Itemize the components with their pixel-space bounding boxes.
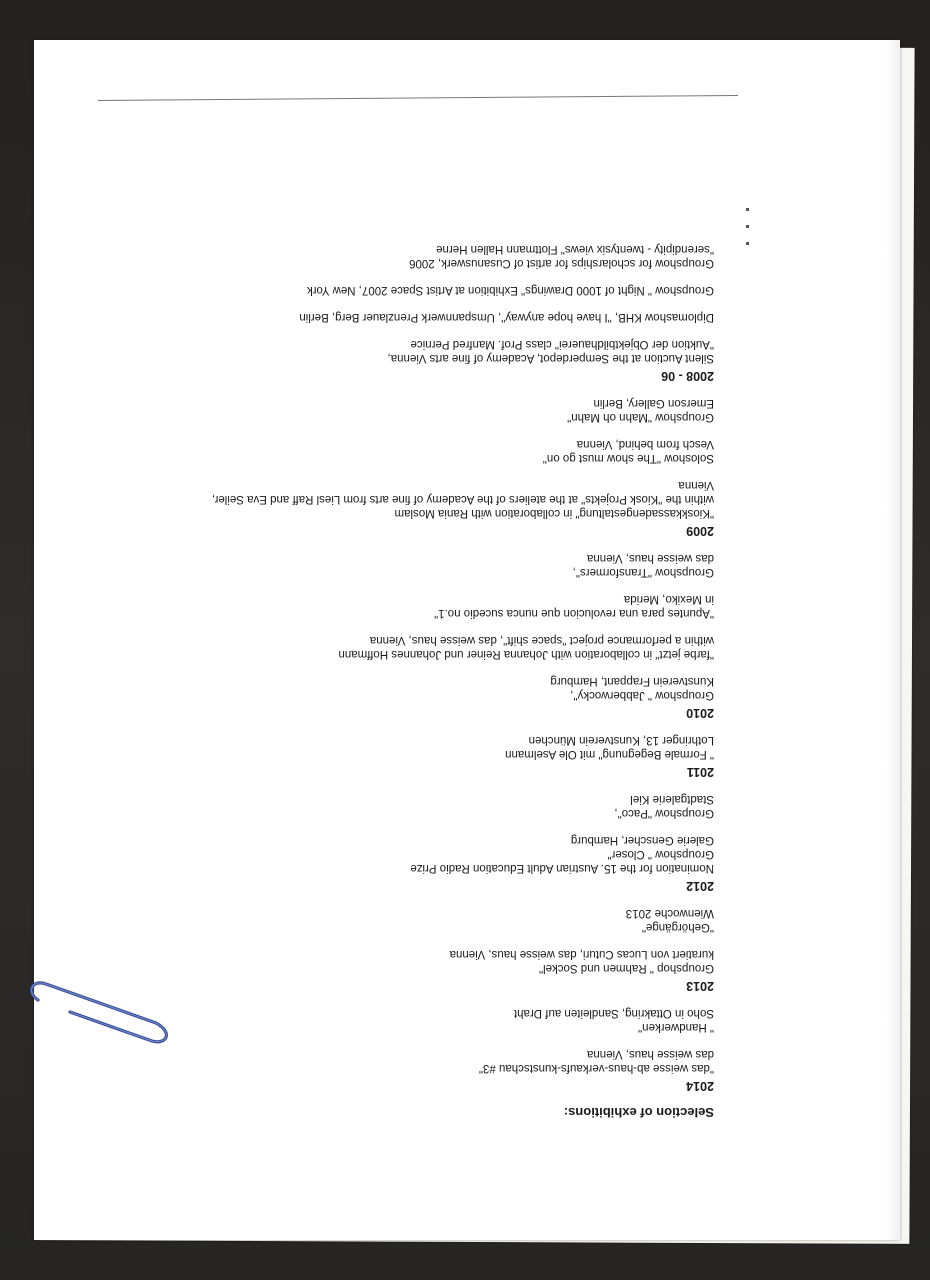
margin-mark [746, 242, 749, 245]
exhibition-sections [154, 242, 714, 1093]
entry-line: Soloshow "The show must go on" [542, 452, 714, 464]
document-heading: Selection of exhibitions: [563, 1105, 714, 1120]
year-heading: 2010 [686, 706, 714, 720]
exhibition-entry [154, 833, 714, 875]
exhibition-entry [154, 1047, 714, 1075]
margin-mark [746, 225, 749, 228]
exhibition-entry [154, 592, 714, 620]
entry-line: Diplomashow KHB, "I have hope anyway", Umspannwerk Prenzlauer Berg, Berlin [299, 311, 714, 323]
exhibition-entry [154, 551, 714, 579]
entry-line: "das weisse ab-haus-verkaufs-kunstschau #3" [478, 1062, 714, 1074]
entry-line: Stadtgalerie Kiel [630, 793, 714, 805]
year-heading: 2013 [686, 979, 714, 993]
exhibition-entry [154, 478, 714, 520]
year-heading: 2008 - 06 [661, 369, 714, 383]
entry-line: " Handwerken" [638, 1021, 714, 1033]
year-heading: 2012 [686, 879, 714, 893]
entry-line: Kunstverein Frappant, Hamburg [550, 675, 714, 687]
paperclip-icon [24, 978, 174, 1048]
year-heading: 2009 [686, 524, 714, 538]
exhibition-entry [154, 242, 714, 270]
entry-line: Groupshow " Closer" [607, 848, 714, 860]
margin-mark [746, 208, 749, 211]
entry-line: kuratiert von Lucas Cuturi, das weisse haus, Vienna [449, 948, 714, 960]
entry-line: das weisse haus, Vienna [586, 552, 714, 564]
exhibition-entry [154, 733, 714, 761]
entry-line: Groupshop " Rahmen und Sockel" [538, 962, 714, 974]
entry-line: Groupshow "Mahn oh Mahn" [567, 411, 714, 423]
entry-line: Vesch from behind, Vienna [576, 438, 714, 450]
entry-line: das weisse haus, Vienna [586, 1048, 714, 1060]
entry-line: Groupshow "Transformers", [572, 566, 714, 578]
year-heading: 2014 [686, 1079, 714, 1093]
exhibition-entry [154, 283, 714, 297]
entry-line: Galerie Genscher, Hamburg [570, 834, 714, 846]
exhibition-entry [154, 947, 714, 975]
entry-line: Nomination for the 15. Austrian Adult Education Radio Prize [410, 862, 714, 874]
entry-line: Soho in Ottakring, Sandleiten auf Draht [513, 1007, 714, 1019]
exhibition-entry [154, 1006, 714, 1034]
entry-line: Groupshow "Paco", [614, 807, 714, 819]
entry-line: Lothringer 13, Kunstverein München [528, 734, 714, 746]
entry-line: Groupshow for scholarships for artist of Cusanuswerk, 2006 [409, 257, 714, 269]
entry-line: "Kioskkassadengestaltung" in collaboration with Rania Moslam [394, 507, 714, 519]
entry-line: "Apuntes para una revolucion que nunca sucedio no.1" [434, 607, 714, 619]
exhibition-entry [154, 674, 714, 702]
document-page [34, 40, 900, 1240]
exhibition-entry [154, 792, 714, 820]
entry-line: in Mexiko, Merida [623, 593, 714, 605]
entry-line: Wienwoche 2013 [625, 907, 714, 919]
entry-line: Groupshow " Jabberwocky", [570, 689, 714, 701]
entry-line: within a performance project "space shift", das weisse haus, Vienna [369, 634, 714, 646]
entry-line: " Formale Begegnung" mit Ole Aselmann [505, 748, 714, 760]
exhibition-entry [154, 396, 714, 424]
page-rule-line [98, 95, 738, 101]
exhibition-entry [154, 337, 714, 365]
entry-line: "farbe jetzt" in collaboration with Johanna Reiner und Johannes Hoffmann [338, 648, 714, 660]
exhibition-entry [154, 906, 714, 934]
exhibition-entry [154, 437, 714, 465]
page-edge-shadow [886, 40, 900, 1240]
inverted-text-block [154, 160, 714, 1120]
entry-line: "serendipity - twentysix views" Flottmann Hallen Herne [436, 243, 714, 255]
exhibition-entry [154, 633, 714, 661]
year-heading: 2011 [686, 765, 714, 779]
exhibition-entry [154, 310, 714, 324]
entry-line: "Auktion der Objektbildhauerei" class Prof. Manfred Pernice [410, 338, 714, 350]
margin-marks [744, 208, 754, 268]
entry-line: Groupshow " Night of 1000 Drawings" Exhibition at Artist Space 2007, New York [306, 284, 714, 296]
entry-line: within the "Kiosk Projekts" at the ateliers of the Academy of fine arts from Liesl Raff and Eva Seiler, [211, 493, 714, 505]
entry-line: Vienna [678, 479, 714, 491]
entry-line: Emerson Gallery, Berlin [593, 397, 714, 409]
entry-line: Silent Auction at the Semperdepot, Academy of fine arts Vienna, [387, 352, 714, 364]
entry-line: "Gehörgänge" [641, 921, 714, 933]
